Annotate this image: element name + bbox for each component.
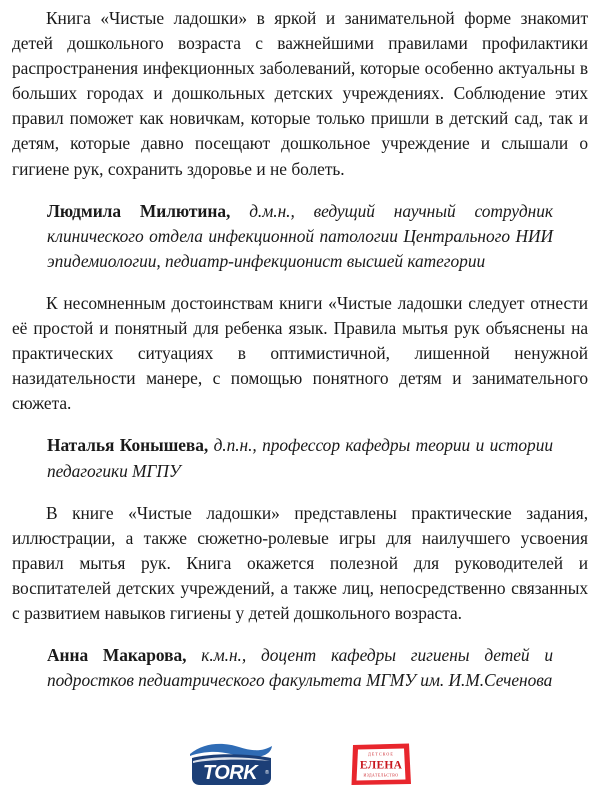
attribution-1-credentials: д.м.н., ведущий научный сотрудник клинического отдела инфекционной патологии Центрального НИИ эпидемиологии, педиатр-инфекционист высшей категории xyxy=(47,200,553,271)
paragraph-3: В книге «Чистые ладошки» представлены практические задания, иллюстрации, а также сюжетно-ролевые игры для наилучшего усвоения правил мытья рук. Книга окажется полезной для руководителей и воспитателей детских учреждений, а также лиц, непосредственно связанных с развитием навыков гигиены у детей дошкольного возраста. xyxy=(12,502,588,623)
attribution-3-name: Анна Макарова, xyxy=(47,645,187,666)
attribution-2 xyxy=(12,433,553,483)
attribution-1-name: Людмила Милютина, xyxy=(47,200,231,221)
attribution-2-credentials: д.п.н., профессор кафедры теории и истории педагогики МГПУ xyxy=(47,435,553,481)
attribution-3-credentials: к.м.н., доцент кафедры гигиены детей и подростков педиатрического факультета МГМУ им. И.М.Сеченова xyxy=(47,645,554,691)
paragraph-2: К несомненным достоинствам книги «Чистые ладошки следует отнести её простой и понятный для ребенка язык. Правила мытья рук объяснены на практических ситуациях в оптимистичной, лишенной ненужной назидательности манере, с помощью понятного детям и занимательного сюжета. xyxy=(12,292,588,414)
paragraph-1: Книга «Чистые ладошки» в яркой и занимательной форме знакомит детей дошкольного возраста с важнейшими правилами профилактики распространения инфекционных заболеваний, которые особенно актуальны в больших городах и дошкольных детских учреждениях. Соблюдение этих правил поможет как новичкам, которые только пришли в детский сад, так и детям, которые давно посещают дошкольное учреждение и слышали о гигиене рук, сохранить здоровье и не болеть. xyxy=(12,8,588,179)
attribution-2-name: Наталья Конышева, xyxy=(47,435,209,456)
elena-wordmark: ЕЛЕНА xyxy=(359,759,403,772)
elena-tagline-bottom: ИЗДАТЕЛЬСТВО xyxy=(363,773,399,778)
elena-logo xyxy=(349,741,413,787)
testimonials-content xyxy=(12,6,588,693)
tork-trademark-icon: ® xyxy=(264,770,270,776)
elena-tagline-top: ДЕТСКОЕ xyxy=(368,751,394,757)
attribution-1 xyxy=(12,199,553,274)
tork-logo xyxy=(187,741,275,787)
tork-wordmark: TORK xyxy=(202,762,258,784)
footer-logos xyxy=(0,735,600,793)
attribution-3 xyxy=(12,643,553,693)
